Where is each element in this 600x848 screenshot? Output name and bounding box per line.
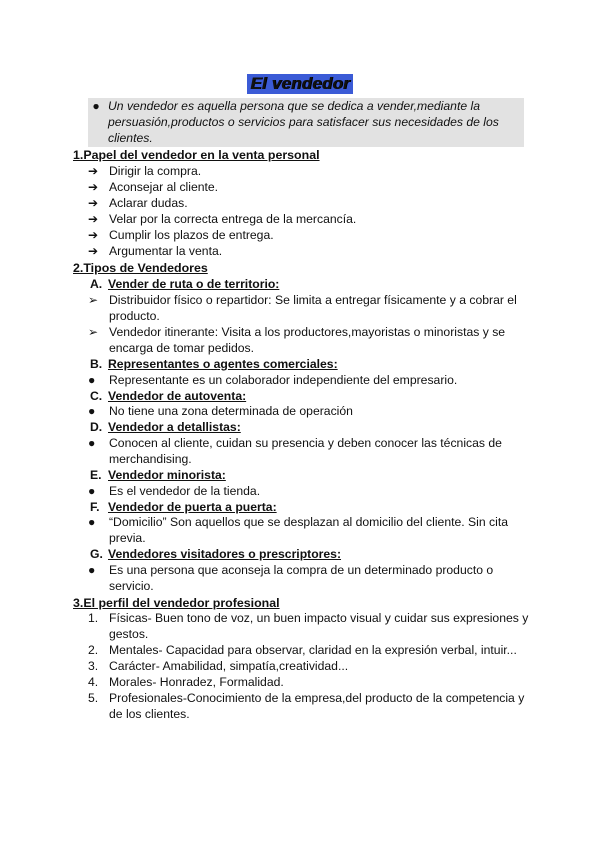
bullet-dot-icon: ●: [92, 99, 100, 113]
intro-text: Un vendedor es aquella persona que se dedica a vender,mediante la persuasión,productos o servicios para satisfacer sus necesidades de los clientes.: [108, 99, 499, 146]
list-item: ➢ Vendedor itinerante: Visita a los productores,mayoristas o minoristas y se encarga de tomar pedidos.: [88, 325, 506, 356]
subsection-c-title: C. Vendedor de autoventa:: [90, 389, 247, 403]
title-container: [0, 74, 600, 94]
subsection-g-title: G. Vendedores visitadores o prescriptores:: [90, 547, 342, 561]
section-2-heading: 2.Tipos de Vendedores: [73, 261, 208, 275]
arrow-icon: ➔: [88, 164, 99, 178]
page-title: El vendedor: [247, 74, 353, 94]
section-1-heading: 1.Papel del vendedor en la venta personal: [73, 148, 320, 162]
bullet-dot-icon: ●: [88, 404, 96, 418]
bullet-dot-icon: ●: [88, 563, 96, 577]
list-item: ● No tiene una zona determinada de operación: [88, 404, 353, 418]
list-item: ➔ Cumplir los plazos de entrega.: [88, 228, 274, 242]
list-item: ➔ Dirigir la compra.: [88, 164, 202, 178]
intro-paragraph: [88, 98, 524, 147]
arrow-icon: ➔: [88, 244, 99, 258]
section-3-heading: 3.El perfil del vendedor profesional: [73, 596, 280, 610]
arrow-icon: ➔: [88, 212, 99, 226]
chevron-icon: ➢: [88, 325, 99, 339]
list-item: ➔ Velar por la correcta entrega de la mercancía.: [88, 212, 357, 226]
list-item: ● “Domicilio” Son aquellos que se desplazan al domicilio del cliente. Sin cita previa.: [88, 515, 509, 546]
arrow-icon: ➔: [88, 180, 99, 194]
subsection-b-title: B. Representantes o agentes comerciales:: [90, 357, 338, 371]
bullet-dot-icon: ●: [88, 436, 96, 450]
chevron-icon: ➢: [88, 293, 99, 307]
list-item: ➢ Distribuidor físico o repartidor: Se limita a entregar físicamente y a cobrar el producto.: [88, 293, 517, 324]
list-item: ● Es el vendedor de la tienda.: [88, 484, 261, 498]
subsection-f-title: F. Vendedor de puerta a puerta:: [90, 500, 277, 514]
subsection-e-title: E. Vendedor minorista:: [90, 468, 226, 482]
arrow-icon: ➔: [88, 196, 99, 210]
list-item: 2. Mentales- Capacidad para observar, claridad en la expresión verbal, intuir...: [88, 643, 517, 657]
bullet-dot-icon: ●: [88, 484, 96, 498]
list-item: 3. Carácter- Amabilidad, simpatía,creatividad...: [88, 659, 349, 673]
list-item: ➔ Aconsejar al cliente.: [88, 180, 219, 194]
list-item: 1. Físicas- Buen tono de voz, un buen impacto visual y cuidar sus expresiones y gestos.: [88, 611, 529, 642]
bullet-dot-icon: ●: [88, 373, 96, 387]
bullet-dot-icon: ●: [88, 515, 96, 529]
list-item: ➔ Argumentar la venta.: [88, 244, 223, 258]
list-item: ● Es una persona que aconseja la compra de un determinado producto o servicio.: [88, 563, 494, 594]
list-item: 4. Morales- Honradez, Formalidad.: [88, 675, 284, 689]
subsection-a-title: A. Vender de ruta o de territorio:: [90, 277, 280, 291]
list-item: ● Conocen al cliente, cuidan su presencia y deben conocer las técnicas de merchandising.: [88, 436, 502, 467]
list-item: ➔ Aclarar dudas.: [88, 196, 188, 210]
arrow-icon: ➔: [88, 228, 99, 242]
list-item: ● Representante es un colaborador independiente del empresario.: [88, 373, 458, 387]
list-item: 5. Profesionales-Conocimiento de la empresa,del producto de la competencia y de los clientes.: [88, 691, 525, 722]
subsection-d-title: D. Vendedor a detallistas:: [90, 420, 241, 434]
